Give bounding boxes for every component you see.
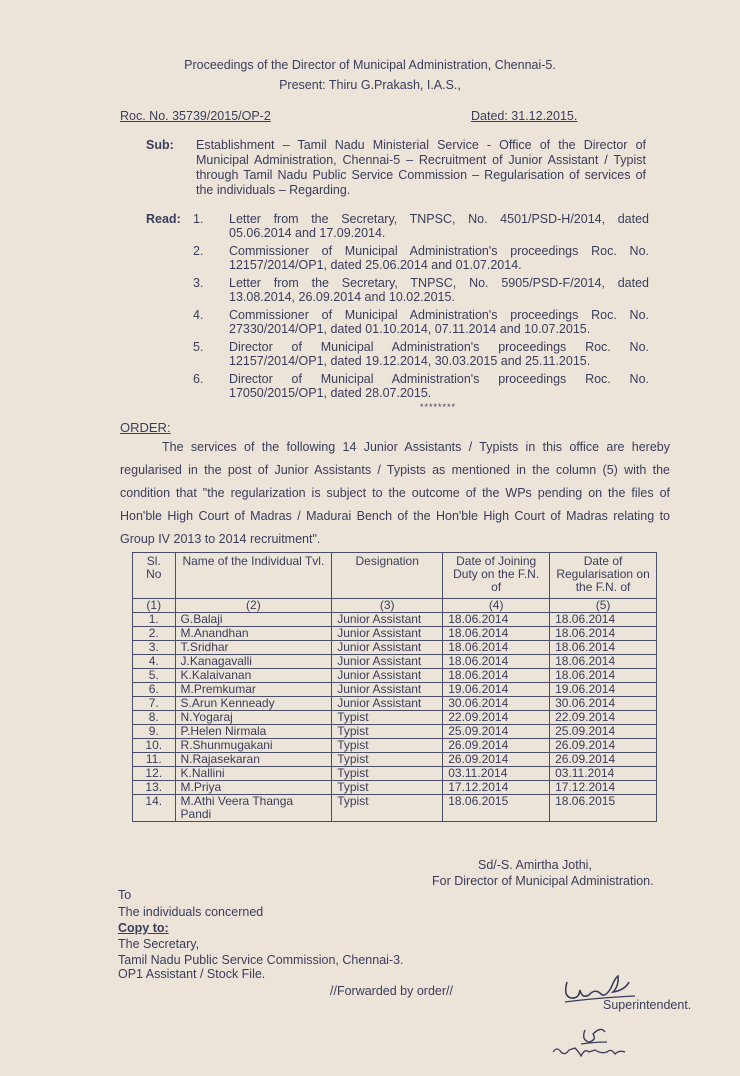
row-date-joining: 26.09.2014 bbox=[443, 739, 550, 753]
row-date-joining: 17.12.2014 bbox=[443, 781, 550, 795]
table-row bbox=[133, 613, 657, 627]
row-name: K.Kalaivanan bbox=[175, 669, 332, 683]
read-label: Read: bbox=[146, 212, 181, 226]
row-sl-no: 1. bbox=[133, 613, 176, 627]
row-sl-no: 4. bbox=[133, 655, 176, 669]
row-sl-no: 2. bbox=[133, 627, 176, 641]
read-item bbox=[193, 244, 649, 272]
signature-line-1: Sd/-S. Amirtha Jothi, bbox=[478, 858, 592, 872]
read-item-number: 4. bbox=[193, 308, 204, 322]
to-label: To bbox=[118, 888, 132, 902]
read-item bbox=[193, 372, 649, 400]
read-item-text: Commissioner of Municipal Administration's proceedings Roc. No. 12157/2014/OP1, dated 25.06.2014 and 01.07.2014. bbox=[229, 244, 649, 272]
row-sl-no: 8. bbox=[133, 711, 176, 725]
header-sl-no: Sl. No bbox=[133, 553, 176, 599]
row-date-joining: 18.06.2014 bbox=[443, 655, 550, 669]
table-row bbox=[133, 641, 657, 655]
read-list bbox=[193, 212, 649, 404]
superintendent-label: Superintendent. bbox=[603, 998, 692, 1012]
table-row bbox=[133, 669, 657, 683]
row-sl-no: 5. bbox=[133, 669, 176, 683]
subject-text: Establishment – Tamil Nadu Ministerial Service - Office of the Director of Municipal Administration, Chennai-5 – Recruitment of Junior Assistant / Typist through Tamil Nadu Public Service Commission – Regularisation of services of the individuals – Regarding. bbox=[196, 138, 646, 197]
forwarded-by-order: //Forwarded by order// bbox=[330, 984, 453, 998]
row-designation: Junior Assistant bbox=[332, 627, 443, 641]
row-sl-no: 14. bbox=[133, 795, 176, 822]
handwritten-signature bbox=[545, 968, 685, 1063]
row-name: S.Arun Kenneady bbox=[175, 697, 332, 711]
row-designation: Junior Assistant bbox=[332, 697, 443, 711]
row-date-regularisation: 26.09.2014 bbox=[550, 739, 657, 753]
table-row bbox=[133, 711, 657, 725]
table-row bbox=[133, 725, 657, 739]
read-item-text: Director of Municipal Administration's proceedings Roc. No. 12157/2014/OP1, dated 19.12.2014, 30.03.2015 and 25.11.2015. bbox=[229, 340, 649, 368]
table-row bbox=[133, 739, 657, 753]
row-date-regularisation: 30.06.2014 bbox=[550, 697, 657, 711]
read-item bbox=[193, 212, 649, 240]
row-date-regularisation: 18.06.2015 bbox=[550, 795, 657, 822]
header-line-2: Present: Thiru G.Prakash, I.A.S., bbox=[279, 78, 461, 92]
row-date-joining: 26.09.2014 bbox=[443, 753, 550, 767]
regularisation-table bbox=[132, 552, 657, 822]
header-line-1: Proceedings of the Director of Municipal Administration, Chennai-5. bbox=[184, 58, 556, 72]
row-designation: Junior Assistant bbox=[332, 613, 443, 627]
row-designation: Typist bbox=[332, 725, 443, 739]
row-date-joining: 22.09.2014 bbox=[443, 711, 550, 725]
read-item-number: 6. bbox=[193, 372, 204, 386]
row-date-joining: 25.09.2014 bbox=[443, 725, 550, 739]
col-number: (4) bbox=[443, 599, 550, 613]
copy-to-label: Copy to: bbox=[118, 921, 169, 935]
header-name: Name of the Individual Tvl. bbox=[175, 553, 332, 599]
table-row bbox=[133, 683, 657, 697]
row-date-regularisation: 18.06.2014 bbox=[550, 669, 657, 683]
row-designation: Junior Assistant bbox=[332, 683, 443, 697]
row-designation: Typist bbox=[332, 753, 443, 767]
read-item-text: Letter from the Secretary, TNPSC, No. 4501/PSD-H/2014, dated 05.06.2014 and 17.09.2014. bbox=[229, 212, 649, 240]
col-number: (5) bbox=[550, 599, 657, 613]
read-item bbox=[193, 308, 649, 336]
read-item-number: 1. bbox=[193, 212, 204, 226]
row-date-regularisation: 18.06.2014 bbox=[550, 641, 657, 655]
row-date-regularisation: 18.06.2014 bbox=[550, 613, 657, 627]
row-sl-no: 6. bbox=[133, 683, 176, 697]
row-date-regularisation: 26.09.2014 bbox=[550, 753, 657, 767]
separator-stars: ******** bbox=[420, 402, 457, 412]
table-row bbox=[133, 767, 657, 781]
row-designation: Typist bbox=[332, 739, 443, 753]
row-name: J.Kanagavalli bbox=[175, 655, 332, 669]
col-number: (3) bbox=[332, 599, 443, 613]
copy-to-line: Tamil Nadu Public Service Commission, Chennai-3. bbox=[118, 953, 404, 967]
row-name: R.Shunmugakani bbox=[175, 739, 332, 753]
row-date-joining: 18.06.2014 bbox=[443, 641, 550, 655]
row-date-regularisation: 19.06.2014 bbox=[550, 683, 657, 697]
header-date-joining: Date of Joining Duty on the F.N. of bbox=[443, 553, 550, 599]
row-designation: Typist bbox=[332, 781, 443, 795]
read-item-number: 2. bbox=[193, 244, 204, 258]
row-designation: Typist bbox=[332, 795, 443, 822]
row-designation: Junior Assistant bbox=[332, 669, 443, 683]
row-name: P.Helen Nirmala bbox=[175, 725, 332, 739]
table-row bbox=[133, 697, 657, 711]
header-designation: Designation bbox=[332, 553, 443, 599]
col-number: (1) bbox=[133, 599, 176, 613]
row-sl-no: 10. bbox=[133, 739, 176, 753]
row-sl-no: 9. bbox=[133, 725, 176, 739]
table-header-row bbox=[133, 553, 657, 599]
row-name: M.Premkumar bbox=[175, 683, 332, 697]
row-date-regularisation: 22.09.2014 bbox=[550, 711, 657, 725]
row-name: M.Priya bbox=[175, 781, 332, 795]
table-row bbox=[133, 795, 657, 822]
row-date-regularisation: 18.06.2014 bbox=[550, 627, 657, 641]
table-column-number-row bbox=[133, 599, 657, 613]
subject-label: Sub: bbox=[146, 138, 174, 152]
table-row bbox=[133, 627, 657, 641]
read-item-number: 3. bbox=[193, 276, 204, 290]
row-date-regularisation: 25.09.2014 bbox=[550, 725, 657, 739]
row-date-joining: 18.06.2014 bbox=[443, 613, 550, 627]
row-sl-no: 13. bbox=[133, 781, 176, 795]
row-sl-no: 7. bbox=[133, 697, 176, 711]
dated: Dated: 31.12.2015. bbox=[471, 109, 578, 123]
table-row bbox=[133, 781, 657, 795]
row-name: T.Sridhar bbox=[175, 641, 332, 655]
to-recipient: The individuals concerned bbox=[118, 905, 264, 919]
row-date-joining: 30.06.2014 bbox=[443, 697, 550, 711]
row-sl-no: 12. bbox=[133, 767, 176, 781]
order-label: ORDER: bbox=[120, 420, 171, 435]
col-number: (2) bbox=[175, 599, 332, 613]
row-date-joining: 18.06.2014 bbox=[443, 627, 550, 641]
row-date-joining: 03.11.2014 bbox=[443, 767, 550, 781]
row-sl-no: 11. bbox=[133, 753, 176, 767]
signature-line-2: For Director of Municipal Administration. bbox=[432, 874, 654, 888]
read-item-text: Letter from the Secretary, TNPSC, No. 5905/PSD-F/2014, dated 13.08.2014, 26.09.2014 and 10.02.2015. bbox=[229, 276, 649, 304]
copy-to-line: OP1 Assistant / Stock File. bbox=[118, 967, 266, 981]
row-date-joining: 18.06.2014 bbox=[443, 669, 550, 683]
row-name: G.Balaji bbox=[175, 613, 332, 627]
row-date-joining: 18.06.2015 bbox=[443, 795, 550, 822]
row-designation: Typist bbox=[332, 711, 443, 725]
table-row bbox=[133, 753, 657, 767]
roc-number: Roc. No. 35739/2015/OP-2 bbox=[120, 109, 271, 123]
read-item-text: Commissioner of Municipal Administration's proceedings Roc. No. 27330/2014/OP1, dated 01.10.2014, 07.11.2014 and 10.07.2015. bbox=[229, 308, 649, 336]
row-designation: Junior Assistant bbox=[332, 641, 443, 655]
table-row bbox=[133, 655, 657, 669]
read-item bbox=[193, 340, 649, 368]
row-name: M.Athi Veera Thanga Pandi bbox=[175, 795, 332, 822]
read-item-text: Director of Municipal Administration's proceedings Roc. No. 17050/2015/OP1, dated 28.07.2015. bbox=[229, 372, 649, 400]
row-date-regularisation: 18.06.2014 bbox=[550, 655, 657, 669]
row-name: N.Rajasekaran bbox=[175, 753, 332, 767]
row-sl-no: 3. bbox=[133, 641, 176, 655]
row-name: K.Nallini bbox=[175, 767, 332, 781]
row-name: N.Yogaraj bbox=[175, 711, 332, 725]
order-text bbox=[120, 436, 670, 551]
row-designation: Typist bbox=[332, 767, 443, 781]
read-item-number: 5. bbox=[193, 340, 204, 354]
row-date-joining: 19.06.2014 bbox=[443, 683, 550, 697]
header-date-regularisation: Date of Regularisation on the F.N. of bbox=[550, 553, 657, 599]
table-body bbox=[133, 613, 657, 822]
row-designation: Junior Assistant bbox=[332, 655, 443, 669]
row-date-regularisation: 03.11.2014 bbox=[550, 767, 657, 781]
row-date-regularisation: 17.12.2014 bbox=[550, 781, 657, 795]
row-name: M.Anandhan bbox=[175, 627, 332, 641]
copy-to-line: The Secretary, bbox=[118, 937, 200, 951]
order-body: The services of the following 14 Junior Assistants / Typists in this office are hereby regularised in the post of Junior Assistants / Typists as mentioned in the column (5) with the condition that "the regularization is subject to the outcome of the WPs pending on the files of Hon'ble High Court of Madras / Madurai Bench of the Hon'ble High Court of Madras relating to Group IV 2013 to 2014 recruitment". bbox=[120, 440, 670, 546]
read-item bbox=[193, 276, 649, 304]
